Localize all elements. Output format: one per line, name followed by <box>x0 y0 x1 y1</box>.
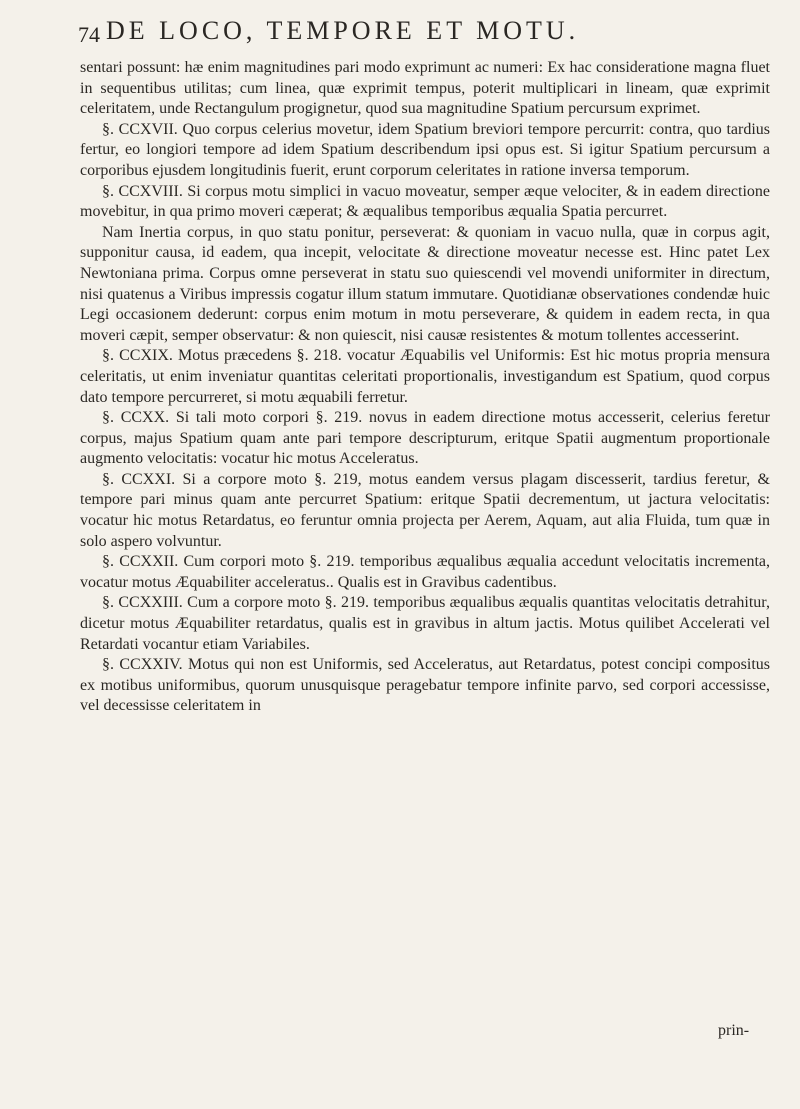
page-header <box>78 10 778 50</box>
body-text <box>80 58 770 717</box>
paragraph-inertia: Nam Inertia corpus, in quo statu ponitur, perseverat: & quoniam in vacuo nulla, quæ in corpus agit, supponitur causa, id eadem, qua incepit, velocitate & directione moveatur necesse est. Hinc patet Lex Newtoniana prima. Corpus omne perseverat in statu suo quiescendi vel movendi uniformiter in directum, nisi quatenus a Viribus impressis cogatur illum statum immutare. Quotidianæ observationes condendæ huic Legi occasionem dederunt: corpus enim motum in motu perseverare, & quidem in eadem recta, in qua moveri cæpit, semper observatur: & non quiescit, nisi causæ resistentes & motum tollentes accesserint. <box>80 223 770 344</box>
paragraph-ccxxiii: §. CCXXIII. Cum a corpore moto §. 219. temporibus æqualibus æqualis quantitas velocitatis detrahitur, dicetur motus Æquabiliter retardatus, qualis est in gravibus in altum jactis. Motus quilibet Accelerati vel Retardati vocantur etiam Variabiles. <box>80 594 770 653</box>
paragraph-ccxx: §. CCXX. Si tali moto corpori §. 219. novus in eadem directione motus accesserit, celerius feretur corpus, majus Spatium quam ante pari tempore descripturum, eritque Spatii augmentum proportionale augmento velocitatis: vocatur hic motus Acceleratus. <box>80 409 770 468</box>
catchword: prin- <box>718 1022 750 1039</box>
running-head: DE LOCO, TEMPORE ET MOTU. <box>106 16 580 45</box>
paragraph-ccxxi: §. CCXXI. Si a corpore moto §. 219, motus eandem versus plagam discesserit, tardius feretur, & tempore pari minus quam ante percurret Spatium: eritque Spatii decrementum, ut jactura velocitatis: vocatur hic motus Retardatus, eo feruntur omnia projecta per Aerem, Aquam, aut alia Fluida, tum quæ in solo aspero volvuntur. <box>80 470 770 550</box>
paragraph-continuation: sentari possunt: hæ enim magnitudines pari modo exprimunt ac numeri: Ex hac consideratione magna fluet in sequentibus utilitas; cum linea, quæ exprimit tempus, poterit multiplicari in lineam, quæ exprimit celeritatem, unde Rectangulum progignetur, quod sua magnitudine Spatium percursum exprimet. <box>80 59 770 118</box>
page-number: 74 <box>78 22 100 47</box>
paragraph-ccxvii: §. CCXVII. Quo corpus celerius movetur, idem Spatium breviori tempore percurrit: contra, quo tardius fertur, eo longiori tempore ad idem Spatium describendum ipsi opus est. Si igitur Spatium percursum a corporibus ejusdem longitudinis fuerit, erunt corporum celeritates in ratione inversa temporum. <box>80 120 770 179</box>
paragraph-ccxxiv: §. CCXXIV. Motus qui non est Uniformis, sed Acceleratus, aut Retardatus, potest concipi compositus ex motibus uniformibus, quorum unusquisque peragebatur tempore infinite parvo, sed corpori accessisse, vel decessisse celeritatem in <box>80 656 770 715</box>
paragraph-ccxxii: §. CCXXII. Cum corpori moto §. 219. temporibus æqualibus æqualia accedunt velocitatis incrementa, vocatur motus Æquabiliter acceleratus.. Qualis est in Gravibus cadentibus. <box>80 553 770 591</box>
paragraph-ccxviii: §. CCXVIII. Si corpus motu simplici in vacuo moveatur, semper æque velociter, & in eadem directione movebitur, in qua primo moveri cæperat; & æqualibus temporibus æqualia Spatia percurret. <box>80 182 770 221</box>
paragraph-ccxix: §. CCXIX. Motus præcedens §. 218. vocatur Æquabilis vel Uniformis: Est hic motus propria mensura celeritatis, ut enim inveniatur quantitas celeritati proportionalis, investigandum est Spatium, quod corpus dato tempore percurreret, si motu æquabili ferretur. <box>80 347 770 406</box>
